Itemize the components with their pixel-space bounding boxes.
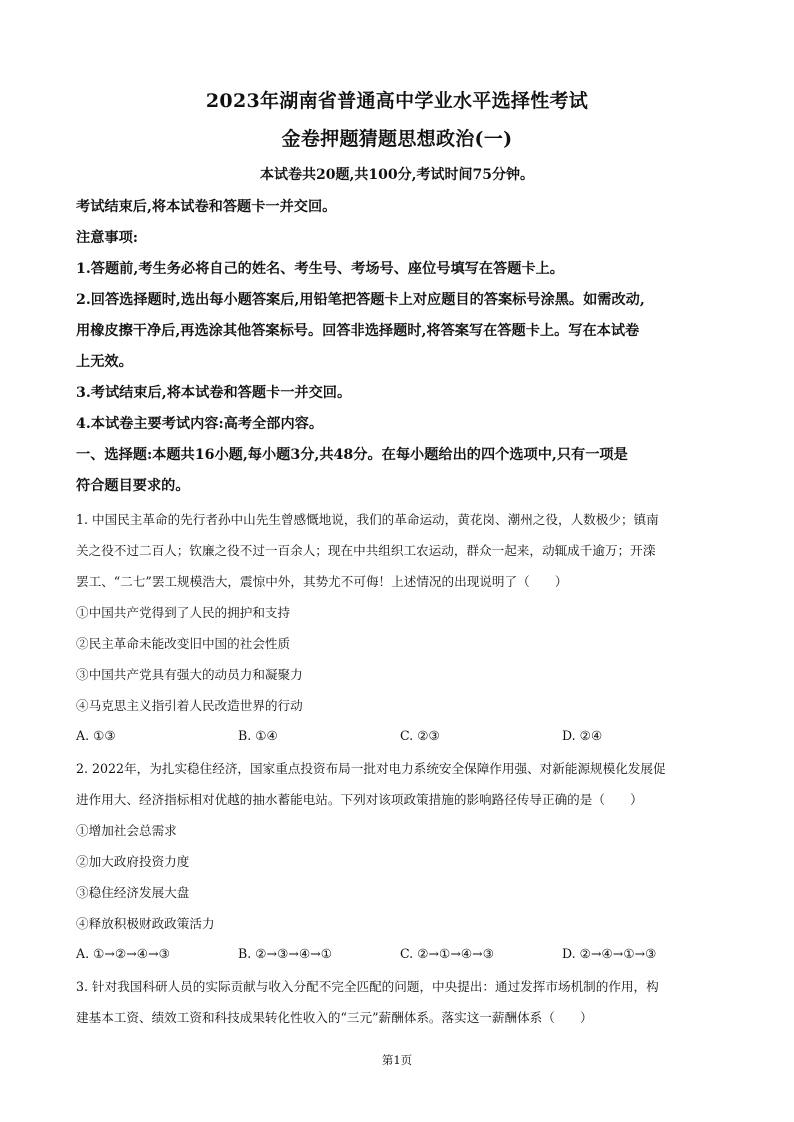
section-heading: 一、选择题:本题共16小题,每小题3分,共48分。在每小题给出的四个选项中,只有一项是 [76,447,628,463]
instruction-item-4: 4.本试卷主要考试内容:高考全部内容。 [76,416,324,432]
question-1-stem: 关之役不过二百人；钦廉之役不过一百余人；现在中共组织工农运动，群众一起来，动辄成千逾万；开滦 [76,543,656,558]
question-2-statement: ③稳住经济发展大盘 [76,885,190,900]
exam-info: 本试卷共20题,共100分,考试时间75分钟。 [260,167,534,183]
instruction-item-3: 3.考试结束后,将本试卷和答题卡一并交回。 [76,385,352,401]
option-b[interactable]: B. ①④ [238,728,278,743]
question-3-stem: 3. 针对我国科研人员的实际贡献与收入分配不完全匹配的问题，中央提出：通过发挥市场机制的作用，构 [76,979,659,994]
section-heading-cont: 符合题目要求的。 [76,478,190,494]
question-3-stem: 建基本工资、绩效工资和科技成果转化性收入的“三元”薪酬体系。落实这一薪酬体系（ ） [76,1010,593,1025]
exam-title: 2023年湖南省普通高中学业水平选择性考试 [205,90,589,112]
question-1-statement: ①中国共产党得到了人民的拥护和支持 [76,605,291,620]
option-b[interactable]: B. ②→③→④→① [238,946,333,961]
option-c[interactable]: C. ②③ [400,728,440,743]
instruction-intro: 考试结束后,将本试卷和答题卡一并交回。 [76,199,337,215]
option-c[interactable]: C. ②→①→④→③ [400,946,495,961]
question-1-stem: 1. 中国民主革命的先行者孙中山先生曾感慨地说，我们的革命运动，黄花岗、潮州之役，人数极少；镇南 [76,512,659,527]
option-d[interactable]: D. ②→④→①→③ [562,946,657,961]
instruction-item-1: 1.答题前,考生务必将自己的姓名、考生号、考场号、座位号填写在答题卡上。 [76,261,564,277]
question-2-statement: ④释放积极财政政策活力 [76,916,215,931]
exam-subtitle: 金卷押题猜题思想政治(一) [281,128,513,150]
option-a[interactable]: A. ①→②→④→③ [76,946,170,961]
instructions-heading: 注意事项: [76,230,138,246]
question-1-options [76,728,720,746]
question-1-statement: ③中国共产党具有强大的动员力和凝聚力 [76,667,303,682]
option-d[interactable]: D. ②④ [562,728,603,743]
page-number: 第1页 [381,1053,413,1067]
question-2-options [76,946,720,964]
instruction-item-2: 2.回答选择题时,选出每小题答案后,用铅笔把答题卡上对应题目的答案标号涂黑。如需改动, [76,292,645,308]
question-1-stem: 罢工、“二七”罢工规模浩大，震惊中外，其势尤不可侮！上述情况的出现说明了（ ） [76,574,568,589]
instruction-item-2-cont: 上无效。 [76,354,133,370]
question-1-statement: ④马克思主义指引着人民改造世界的行动 [76,698,303,713]
question-1-statement: ②民主革命未能改变旧中国的社会性质 [76,636,291,651]
question-2-statement: ①增加社会总需求 [76,823,177,838]
question-2-statement: ②加大政府投资力度 [76,854,190,869]
question-2-stem: 2. 2022年，为扎实稳住经济，国家重点投资布局一批对电力系统安全保障作用强、对新能源规模化发展促 [76,761,666,776]
instruction-item-2-cont: 用橡皮擦干净后,再选涂其他答案标号。回答非选择题时,将答案写在答题卡上。写在本试卷 [76,323,640,339]
option-a[interactable]: A. ①③ [76,728,116,743]
question-2-stem: 进作用大、经济指标相对优越的抽水蓄能电站。下列对该项政策措施的影响路径传导正确的是（ ） [76,792,643,807]
